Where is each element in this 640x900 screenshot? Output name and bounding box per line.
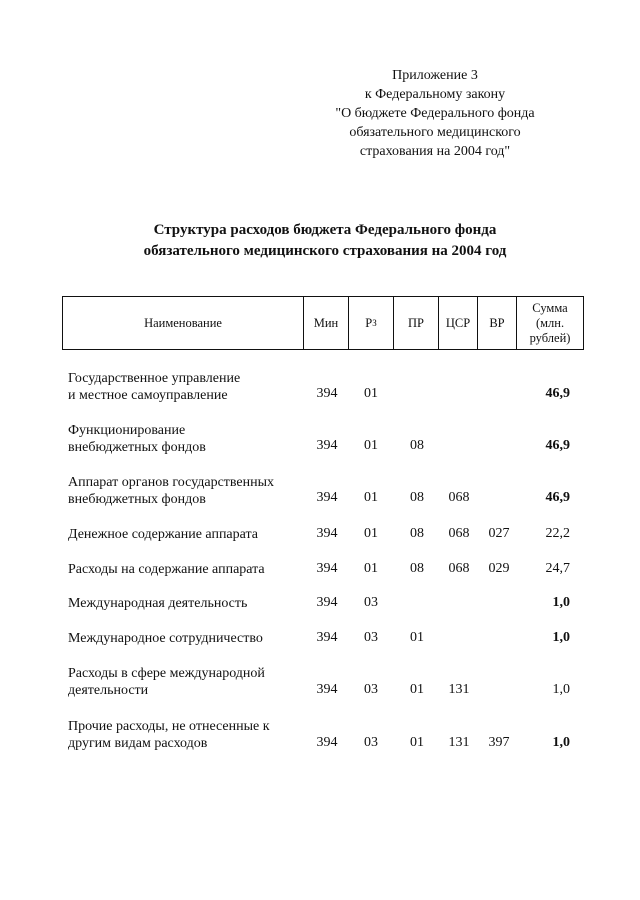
row-min: 394	[316, 630, 338, 645]
title-line-1: Структура расходов бюджета Федерального фонда	[153, 222, 497, 238]
row-name	[68, 474, 308, 508]
header-sum-line: рублей)	[529, 330, 571, 345]
row-csr: 131	[448, 682, 470, 697]
row-csr: 131	[448, 735, 470, 750]
row-name-line: внебюджетных фондов	[68, 440, 206, 455]
row-rz: 01	[364, 490, 378, 505]
appendix-line: страхования на 2004 год"	[359, 144, 511, 159]
row-rz: 01	[364, 526, 378, 541]
appendix-line: "О бюджете Федерального фонда	[335, 106, 535, 121]
appendix-line: к Федеральному закону	[364, 87, 506, 102]
row-name	[68, 665, 308, 699]
header-min: Мин	[313, 315, 339, 330]
row-sum: 46,9	[545, 438, 570, 453]
row-name-line: внебюджетных фондов	[68, 492, 206, 507]
row-name-line: и местное самоуправление	[68, 388, 228, 403]
row-name-line: другим видам расходов	[68, 736, 208, 751]
header-csr: ЦСР	[445, 315, 471, 330]
row-vr: 397	[488, 735, 510, 750]
row-pr: 08	[410, 526, 424, 541]
row-csr: 068	[448, 561, 470, 576]
row-sum: 46,9	[545, 386, 570, 401]
row-rz: 03	[364, 735, 378, 750]
row-sum: 1,0	[552, 630, 570, 645]
row-rz: 03	[364, 630, 378, 645]
header-sum-line: Сумма	[532, 300, 568, 315]
row-pr: 08	[410, 490, 424, 505]
row-name	[68, 595, 308, 612]
appendix-line: обязательного медицинского	[349, 125, 521, 140]
row-name	[68, 630, 308, 647]
header-pr: ПР	[408, 315, 424, 330]
appendix-note	[330, 66, 540, 161]
header-name: Наименование	[144, 315, 222, 330]
header-rz	[349, 297, 393, 349]
document-title	[60, 220, 590, 262]
row-name-line: Государственное управление	[68, 371, 241, 386]
row-sum: 1,0	[552, 682, 570, 697]
row-vr: 029	[488, 561, 510, 576]
header-vr: ВР	[489, 315, 505, 330]
row-name-line: Аппарат органов государственных	[68, 475, 275, 490]
row-name	[68, 561, 308, 578]
row-rz: 03	[364, 682, 378, 697]
row-rz: 01	[364, 386, 378, 401]
row-name-line: Международная деятельность	[68, 596, 248, 611]
row-min: 394	[316, 386, 338, 401]
row-name-line: Прочие расходы, не отнесенные к	[68, 719, 270, 734]
header-sum	[517, 297, 583, 349]
title-line-2: обязательного медицинского страхования на 2004 год	[143, 243, 507, 259]
header-sum-line: (млн.	[535, 315, 565, 330]
row-min: 394	[316, 490, 338, 505]
row-sum: 46,9	[545, 490, 570, 505]
row-pr: 01	[410, 682, 424, 697]
row-name-line: деятельности	[68, 683, 149, 698]
header-rz-sub: З	[372, 317, 377, 328]
row-name	[68, 718, 308, 752]
row-name-line: Расходы на содержание аппарата	[68, 562, 265, 577]
header-rz-main: Р	[365, 315, 373, 330]
row-sum: 24,7	[545, 561, 570, 576]
row-name	[68, 526, 308, 543]
row-rz: 01	[364, 561, 378, 576]
row-min: 394	[316, 438, 338, 453]
row-csr: 068	[448, 490, 470, 505]
row-name-line: Международное сотрудничество	[68, 631, 263, 646]
row-pr: 01	[410, 630, 424, 645]
row-min: 394	[316, 735, 338, 750]
row-min: 394	[316, 595, 338, 610]
row-min: 394	[316, 682, 338, 697]
row-rz: 01	[364, 438, 378, 453]
row-name-line: Расходы в сфере международной	[68, 666, 265, 681]
row-name	[68, 370, 308, 404]
row-sum: 1,0	[552, 735, 570, 750]
row-name-line: Функционирование	[68, 423, 186, 438]
row-rz: 03	[364, 595, 378, 610]
row-name-line: Денежное содержание аппарата	[68, 527, 259, 542]
row-pr: 01	[410, 735, 424, 750]
row-csr: 068	[448, 526, 470, 541]
row-vr: 027	[488, 526, 510, 541]
row-sum: 1,0	[552, 595, 570, 610]
row-name	[68, 422, 308, 456]
row-sum: 22,2	[545, 526, 570, 541]
row-min: 394	[316, 526, 338, 541]
row-pr: 08	[410, 561, 424, 576]
table-header	[62, 296, 584, 350]
appendix-line: Приложение 3	[392, 68, 478, 83]
row-min: 394	[316, 561, 338, 576]
row-pr: 08	[410, 438, 424, 453]
